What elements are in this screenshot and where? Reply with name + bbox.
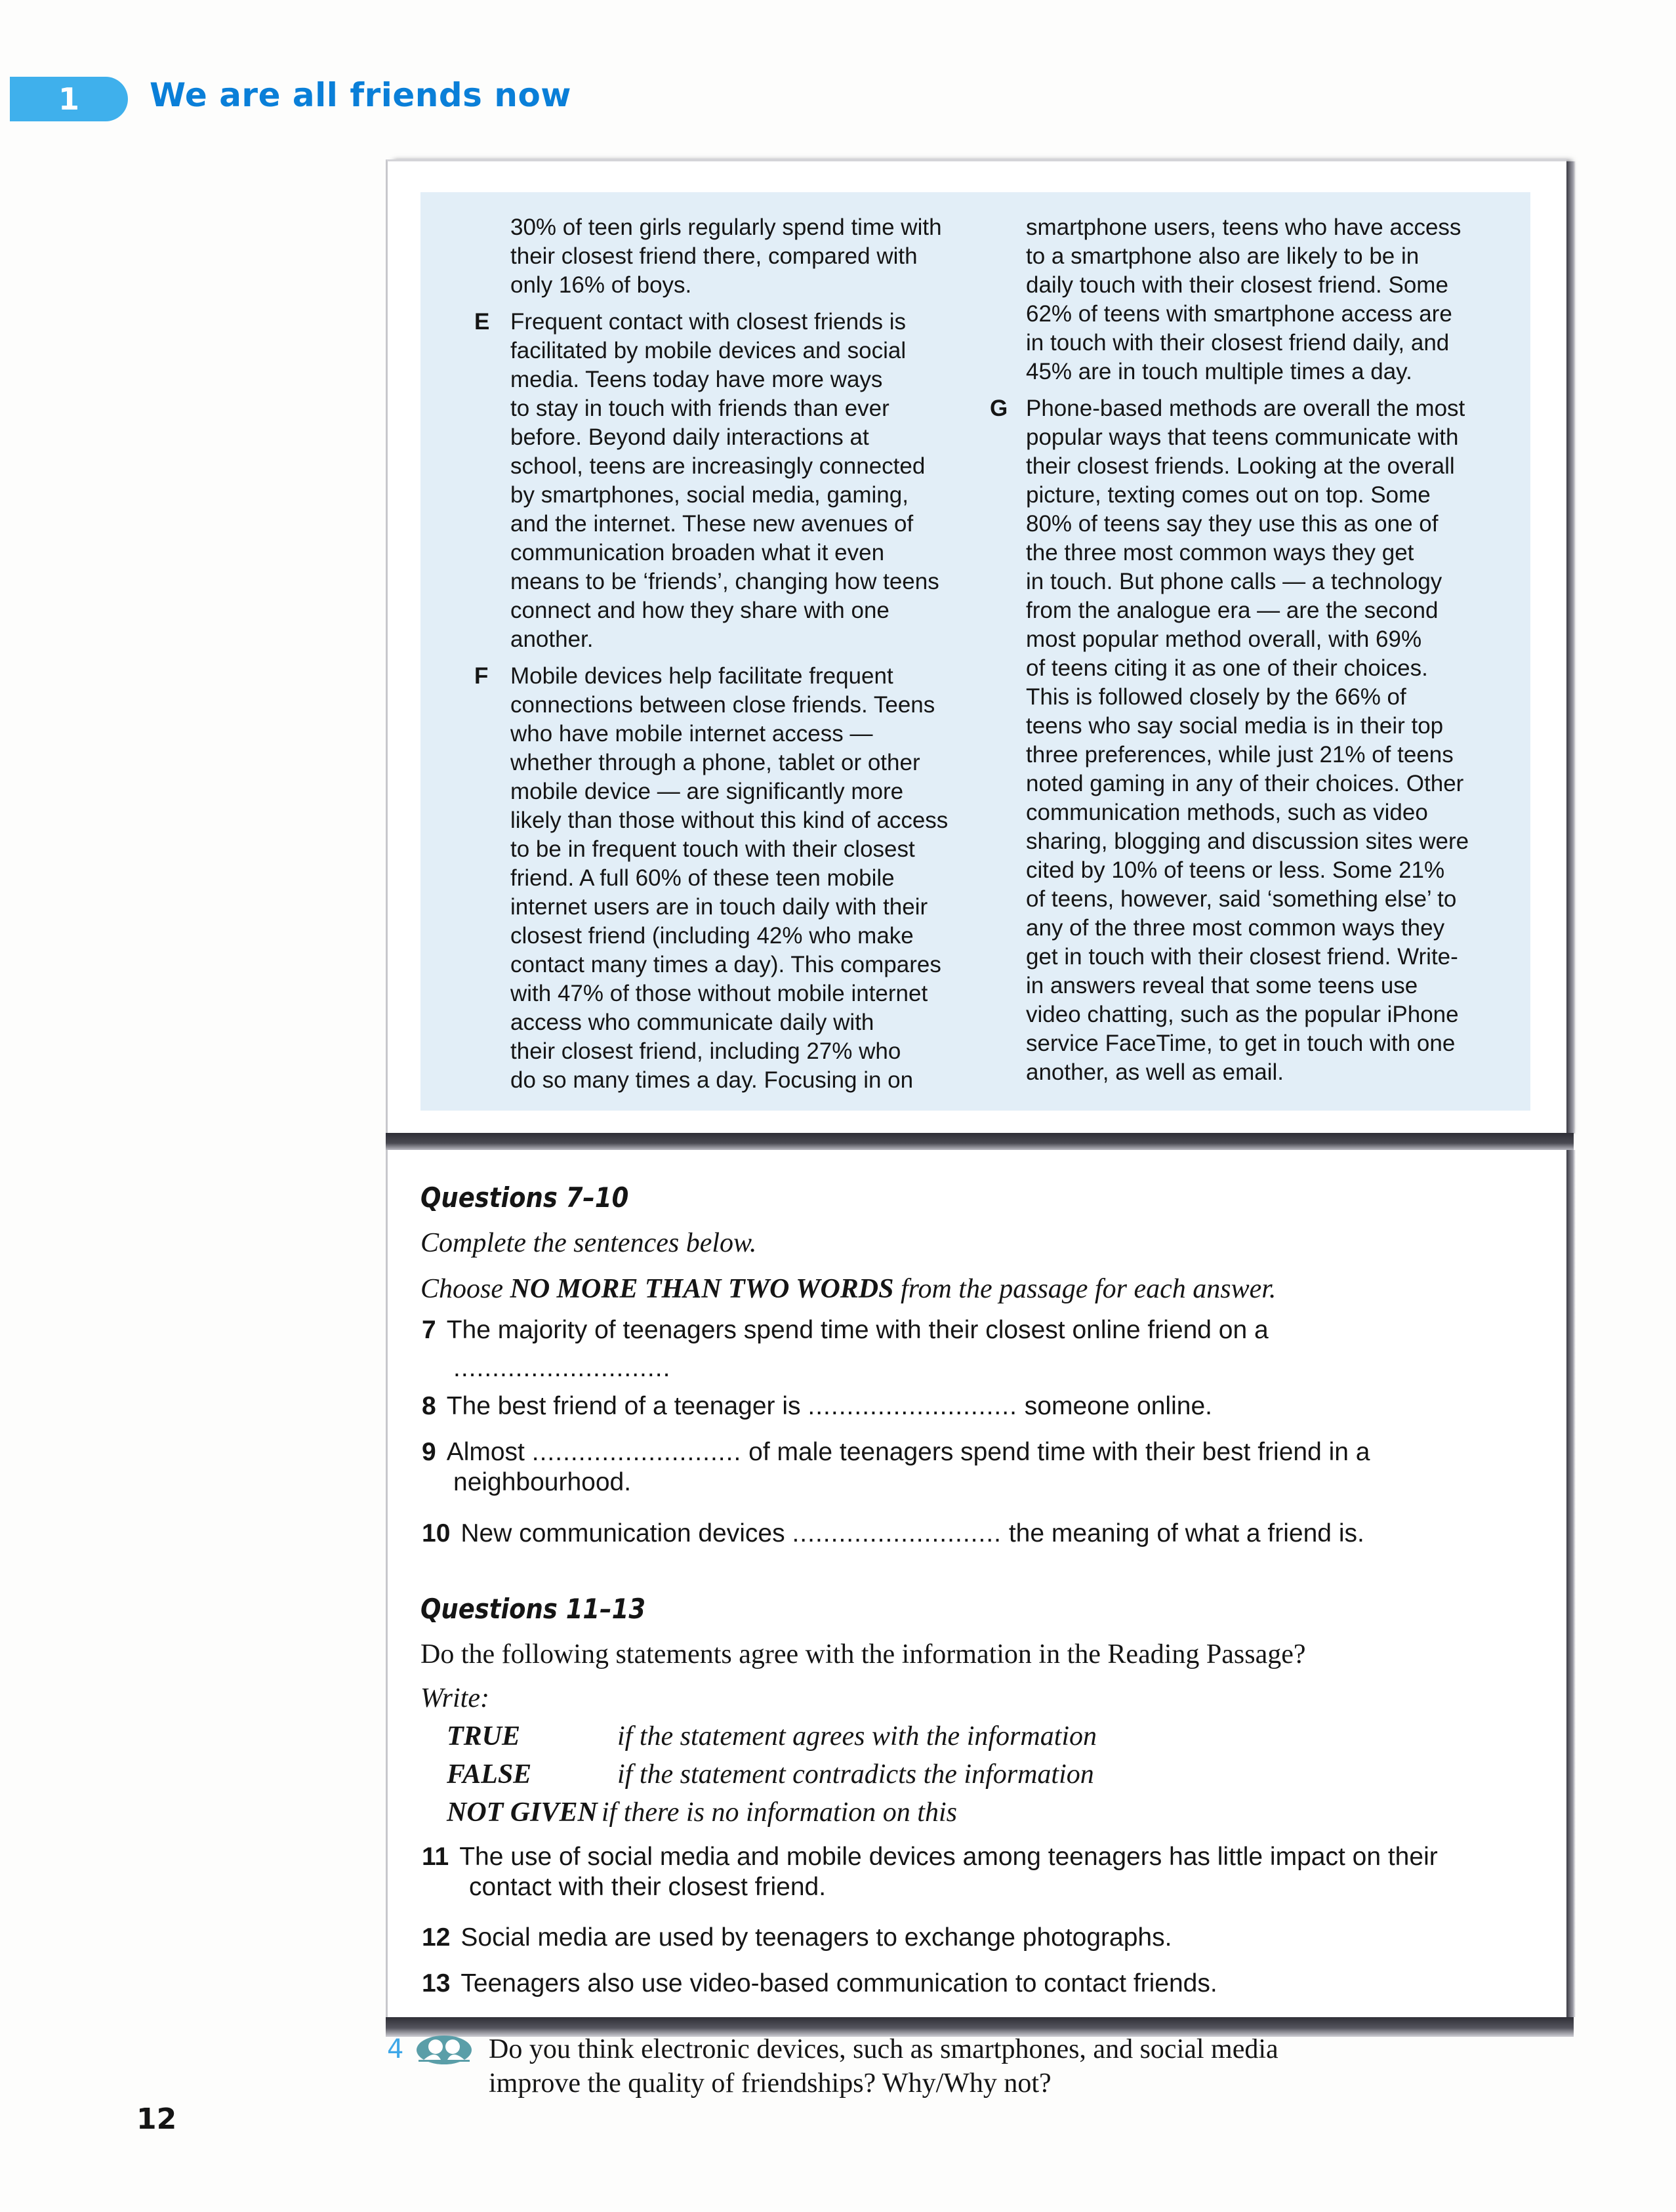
answer-blank-9[interactable]: ........................... xyxy=(531,1438,742,1466)
instruction-agree: Do the following statements agree with the information in the Reading Passage? xyxy=(420,1639,1306,1669)
line: before. Beyond daily interactions at xyxy=(510,424,869,450)
line: who have mobile internet access — xyxy=(510,721,873,747)
questions-box xyxy=(386,1150,1566,2017)
paragraph-g xyxy=(990,394,1502,1087)
questions-11-13-heading: Questions 11–13 xyxy=(420,1593,646,1625)
line: do so many times a day. Focusing in on xyxy=(510,1067,914,1093)
line: facilitated by mobile devices and social xyxy=(510,338,907,363)
line: closest friend (including 42% who make xyxy=(510,923,914,949)
line: their closest friend, including 27% who xyxy=(510,1038,901,1064)
line: daily touch with their closest friend. Some xyxy=(1026,272,1448,298)
line: noted gaming in any of their choices. Other xyxy=(1026,771,1464,796)
passage-right-column xyxy=(990,213,1502,1095)
reading-passage xyxy=(420,192,1530,1111)
line: to be in frequent touch with their closest xyxy=(510,836,915,862)
line: any of the three most common ways they xyxy=(1026,915,1445,941)
line: access who communicate daily with xyxy=(510,1010,874,1035)
answer-blank-8[interactable]: ........................... xyxy=(807,1392,1017,1420)
question-number: 8 xyxy=(422,1392,436,1420)
line: popular ways that teens communicate with xyxy=(1026,424,1459,450)
line: whether through a phone, tablet or other xyxy=(510,750,920,775)
line: teens who say social media is in their top xyxy=(1026,713,1444,739)
reading-passage-box xyxy=(386,159,1566,1134)
paragraph-letter: F xyxy=(474,663,489,689)
line: Mobile devices help facilitate frequent xyxy=(510,663,893,689)
line: their closest friends. Looking at the overall xyxy=(1026,453,1455,479)
line: service FaceTime, to get in touch with one xyxy=(1026,1031,1456,1056)
line: means to be ‘friends’, changing how teens xyxy=(510,569,939,594)
question-9: 9 Almost ........................... of male teenagers spend time with their best friend in a neighbourhood. xyxy=(422,1438,1370,1496)
discussion-question: Do you think electronic devices, such as smartphones, and social media improve the quality of friendships? Why/Why not? xyxy=(489,2034,1278,2099)
line: friend. A full 60% of these teen mobile xyxy=(510,865,895,891)
line: smartphone users, teens who have access xyxy=(1026,215,1461,240)
exercise-number: 4 xyxy=(387,2034,404,2064)
box-divider xyxy=(386,1133,1574,1150)
line: 80% of teens say they use this as one of xyxy=(1026,511,1439,537)
instruction-complete: Complete the sentences below. xyxy=(420,1228,757,1258)
line: 62% of teens with smartphone access are xyxy=(1026,301,1452,327)
question-10: 10 New communication devices ........................... the meaning of what a friend is. xyxy=(422,1519,1364,1547)
legend-false: FALSE if the statement contradicts the information xyxy=(447,1759,1094,1790)
line: the three most common ways they get xyxy=(1026,540,1414,565)
line: This is followed closely by the 66% of xyxy=(1026,684,1406,710)
paragraph-f-continued xyxy=(990,213,1502,386)
paragraph-f xyxy=(474,662,986,1095)
line: from the analogue era — are the second xyxy=(1026,598,1439,623)
question-number: 7 xyxy=(422,1316,436,1344)
legend-true: TRUE if the statement agrees with the information xyxy=(447,1721,1097,1751)
question-11: 11 The use of social media and mobile devices among teenagers has little impact on their contact with their closest friend. xyxy=(422,1843,1438,1901)
instruction-word-limit: Choose NO MORE THAN TWO WORDS from the passage for each answer. xyxy=(420,1274,1277,1304)
passage-left-column xyxy=(474,213,986,1103)
line: of teens, however, said ‘something else’ to xyxy=(1026,886,1457,912)
legend-not-given: NOT GIVEN if there is no information on this xyxy=(447,1797,957,1828)
line: school, teens are increasingly connected xyxy=(510,453,926,479)
line: another, as well as email. xyxy=(1026,1059,1284,1085)
line: of teens citing it as one of their choices. xyxy=(1026,655,1428,681)
paragraph-continued xyxy=(474,213,986,300)
question-number: 12 xyxy=(422,1923,451,1952)
paragraph-e xyxy=(474,308,986,654)
line: communication methods, such as video xyxy=(1026,800,1428,825)
line: media. Teens today have more ways xyxy=(510,367,883,392)
line: and the internet. These new avenues of xyxy=(510,511,914,537)
line: in answers reveal that some teens use xyxy=(1026,973,1418,998)
line: 45% are in touch multiple times a day. xyxy=(1026,359,1412,384)
line: Phone-based methods are overall the most xyxy=(1026,396,1465,421)
question-13: 13 Teenagers also use video-based communication to contact friends. xyxy=(422,1969,1217,1997)
line: in touch with their closest friend daily, and xyxy=(1026,330,1450,356)
question-number: 11 xyxy=(422,1843,449,1871)
line: get in touch with their closest friend. Write- xyxy=(1026,944,1458,970)
answer-blank-10[interactable]: ........................... xyxy=(792,1519,1002,1547)
paragraph-letter: G xyxy=(990,396,1008,421)
questions-7-10-heading: Questions 7–10 xyxy=(420,1181,629,1214)
question-12: 12 Social media are used by teenagers to exchange photographs. xyxy=(422,1923,1172,1952)
line: with 47% of those without mobile internet xyxy=(510,981,928,1006)
page-number: 12 xyxy=(136,2102,177,2136)
line: Frequent contact with closest friends is xyxy=(510,309,907,335)
line: 30% of teen girls regularly spend time with xyxy=(510,215,942,240)
line: to stay in touch with friends than ever xyxy=(510,396,889,421)
question-number: 9 xyxy=(422,1438,436,1466)
line: sharing, blogging and discussion sites were xyxy=(1026,829,1469,854)
line: internet users are in touch daily with their xyxy=(510,894,928,920)
line: in touch. But phone calls — a technology xyxy=(1026,569,1442,594)
line: only 16% of boys. xyxy=(510,272,692,298)
write-label: Write: xyxy=(420,1683,489,1713)
word-limit-emphasis: NO MORE THAN TWO WORDS xyxy=(510,1274,894,1304)
line: three preferences, while just 21% of teens xyxy=(1026,742,1454,768)
line: communication broaden what it even xyxy=(510,540,885,565)
question-number: 13 xyxy=(422,1969,451,1997)
line: likely than those without this kind of access xyxy=(510,808,949,833)
line: picture, texting comes out on top. Some xyxy=(1026,482,1431,508)
line: their closest friend there, compared with xyxy=(510,243,918,269)
line: cited by 10% of teens or less. Some 21% xyxy=(1026,857,1445,883)
line: contact many times a day). This compares xyxy=(510,952,941,977)
line: by smartphones, social media, gaming, xyxy=(510,482,909,508)
unit-title: We are all friends now xyxy=(150,76,571,114)
unit-number: 1 xyxy=(58,81,79,117)
line: another. xyxy=(510,626,594,652)
line: connect and how they share with one xyxy=(510,598,889,623)
line: video chatting, such as the popular iPhone xyxy=(1026,1002,1459,1027)
paragraph-letter: E xyxy=(474,309,490,335)
answer-blank-7[interactable]: ........................... xyxy=(453,1354,663,1382)
pair-discussion-icon xyxy=(415,2034,474,2066)
line: to a smartphone also are likely to be in xyxy=(1026,243,1420,269)
line: mobile device — are significantly more xyxy=(510,779,904,804)
question-number: 10 xyxy=(422,1519,451,1547)
line: most popular method overall, with 69% xyxy=(1026,626,1422,652)
line: connections between close friends. Teens xyxy=(510,692,935,718)
unit-number-badge xyxy=(10,77,128,121)
question-7: 7 The majority of teenagers spend time with their closest online friend on a ............................ xyxy=(422,1316,1269,1382)
question-8: 8 The best friend of a teenager is ........................... someone online. xyxy=(422,1392,1212,1420)
